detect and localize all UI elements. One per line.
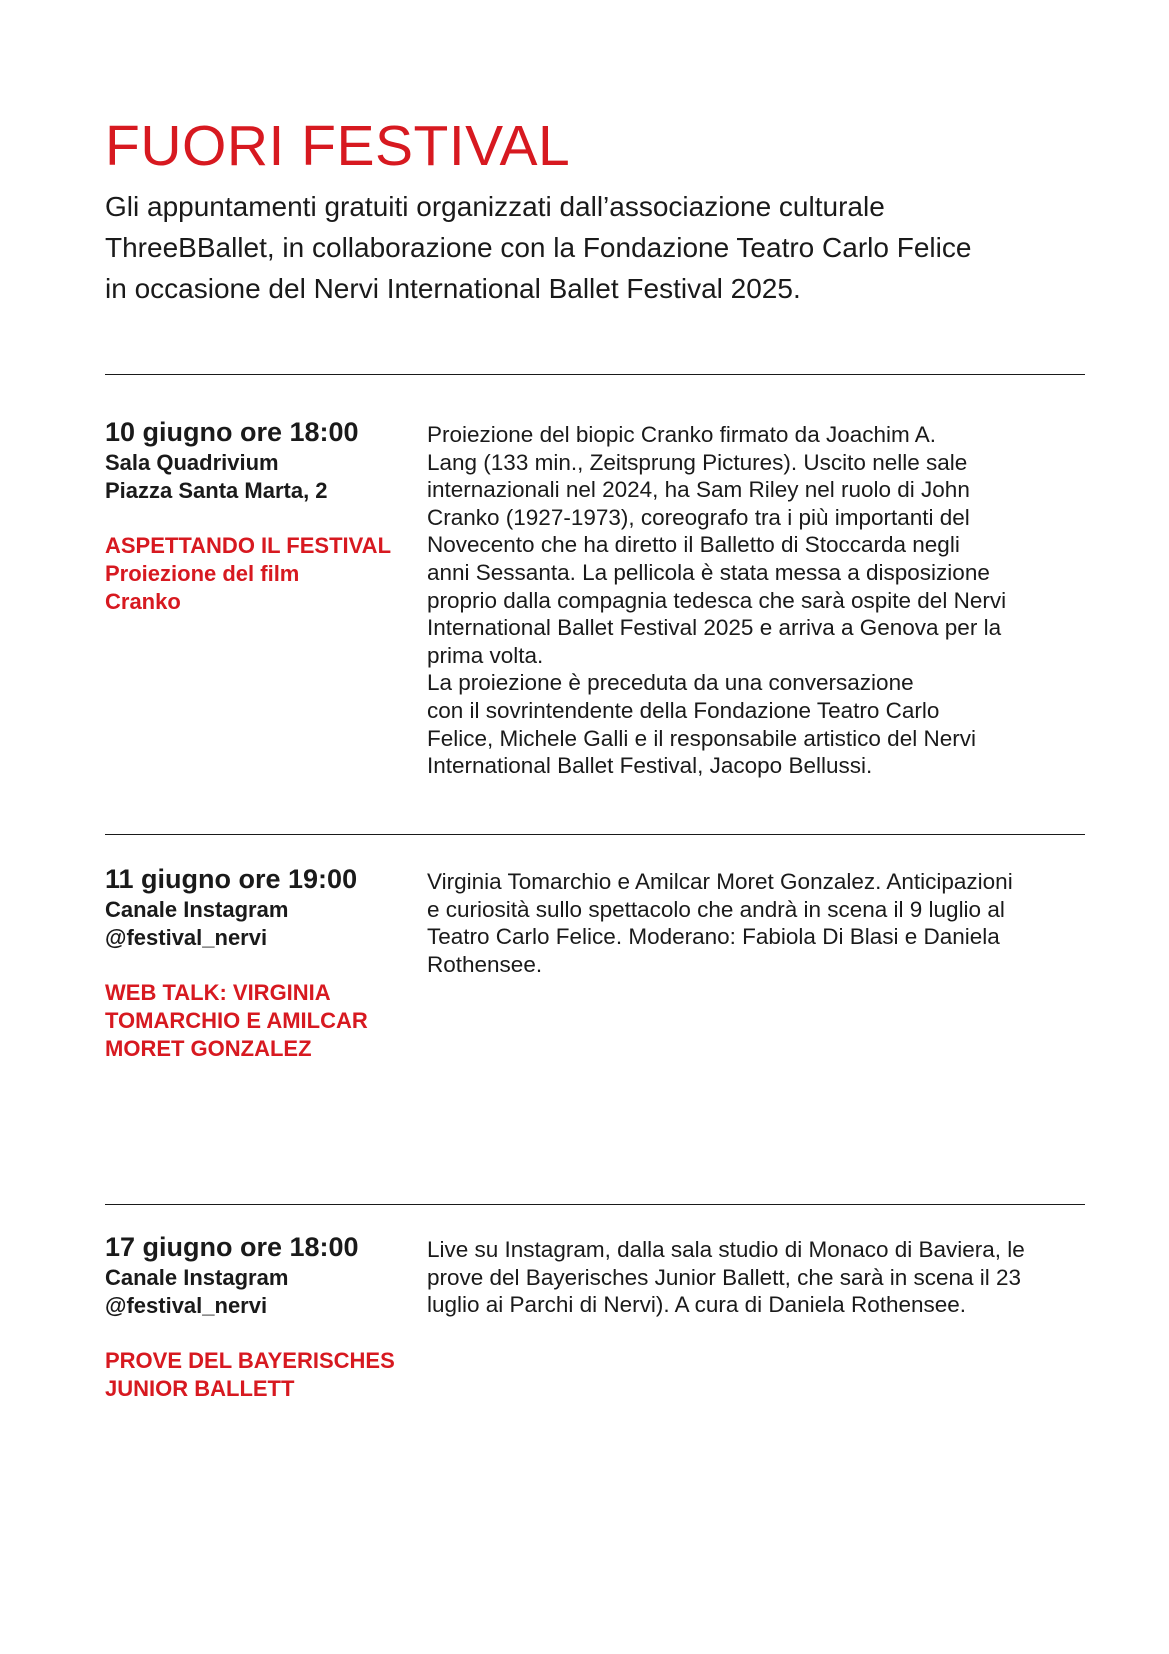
title-line: PROVE DEL BAYERISCHES [105,1348,395,1373]
title-line: JUNIOR BALLETT [105,1376,295,1401]
intro-line: Gli appuntamenti gratuiti organizzati dall’associazione culturale [105,191,885,222]
section-divider [105,374,1085,375]
event-description [427,421,1089,780]
description-line: prove del Bayerisches Junior Ballett, che sarà in scena il 23 [427,1264,1022,1290]
event-date: 10 giugno ore 18:00 [105,417,359,447]
description-line: Proiezione del biopic Cranko firmato da Joachim A. [427,422,937,447]
event-date: 17 giugno ore 18:00 [105,1232,359,1262]
event-title [105,979,415,1063]
venue-line: Piazza Santa Marta, 2 [105,478,328,503]
title-line: Cranko [105,589,181,614]
description-line: Rothensee. [427,951,543,977]
event-date: 11 giugno ore 19:00 [105,864,358,894]
venue-line: Canale Instagram [105,1265,289,1290]
title-line: MORET GONZALEZ [105,1036,312,1061]
event-title [105,532,415,616]
title-line: Proiezione del film [105,561,300,586]
description-line: anni Sessanta. La pellicola è stata messa a disposizione [427,559,990,585]
venue-line: @festival_nervi [105,925,268,950]
event-venue [105,449,415,505]
venue-line: @festival_nervi [105,1293,268,1318]
title-line: WEB TALK: VIRGINIA [105,980,331,1005]
description-line: Live su Instagram, dalla sala studio di Monaco di Baviera, le [427,1237,1025,1262]
title-line: TOMARCHIO E AMILCAR [105,1008,368,1033]
event-description [427,868,1089,978]
event-title [105,1347,415,1403]
description-line: Novecento che ha diretto il Balletto di Stoccarda negli [427,532,960,558]
description-line: luglio ai Parchi di Nervi). A cura di Daniela Rothensee. [427,1292,967,1318]
intro-paragraph [105,186,1105,309]
description-line: prima volta. [427,642,544,668]
description-line: Cranko (1927-1973), coreografo tra i più importanti del [427,504,970,530]
event-venue [105,896,415,952]
event-venue [105,1264,415,1320]
page-title: FUORI FESTIVAL [105,114,571,178]
event-info [105,862,415,1063]
section-divider [105,1204,1085,1205]
description-line: Lang (133 min., Zeitsprung Pictures). Uscito nelle sale [427,449,968,475]
description-line: Teatro Carlo Felice. Moderano: Fabiola Di Blasi e Daniela [427,924,1000,950]
event-info [105,415,415,616]
description-line: proprio dalla compagnia tedesca che sarà ospite del Nervi [427,587,1007,613]
section-divider [105,834,1085,835]
description-line: La proiezione è preceduta da una conversazione [427,670,914,696]
description-line: internazionali nel 2024, ha Sam Riley nel ruolo di John [427,477,970,503]
description-line: con il sovrintendente della Fondazione Teatro Carlo [427,697,940,723]
venue-line: Sala Quadrivium [105,450,279,475]
intro-line: ThreeBBallet, in collaborazione con la Fondazione Teatro Carlo Felice [105,232,972,263]
venue-line: Canale Instagram [105,897,289,922]
intro-line: in occasione del Nervi International Ballet Festival 2025. [105,273,801,304]
description-line: e curiosità sullo spettacolo che andrà in scena il 9 luglio al [427,896,1005,922]
description-line: Felice, Michele Galli e il responsabile artistico del Nervi [427,725,976,751]
description-line: International Ballet Festival, Jacopo Bellussi. [427,753,873,779]
event-description [427,1236,1089,1319]
description-line: International Ballet Festival 2025 e arriva a Genova per la [427,615,1002,641]
event-info [105,1230,415,1403]
title-line: ASPETTANDO IL FESTIVAL [105,533,392,558]
description-line: Virginia Tomarchio e Amilcar Moret Gonzalez. Anticipazioni [427,869,1013,894]
